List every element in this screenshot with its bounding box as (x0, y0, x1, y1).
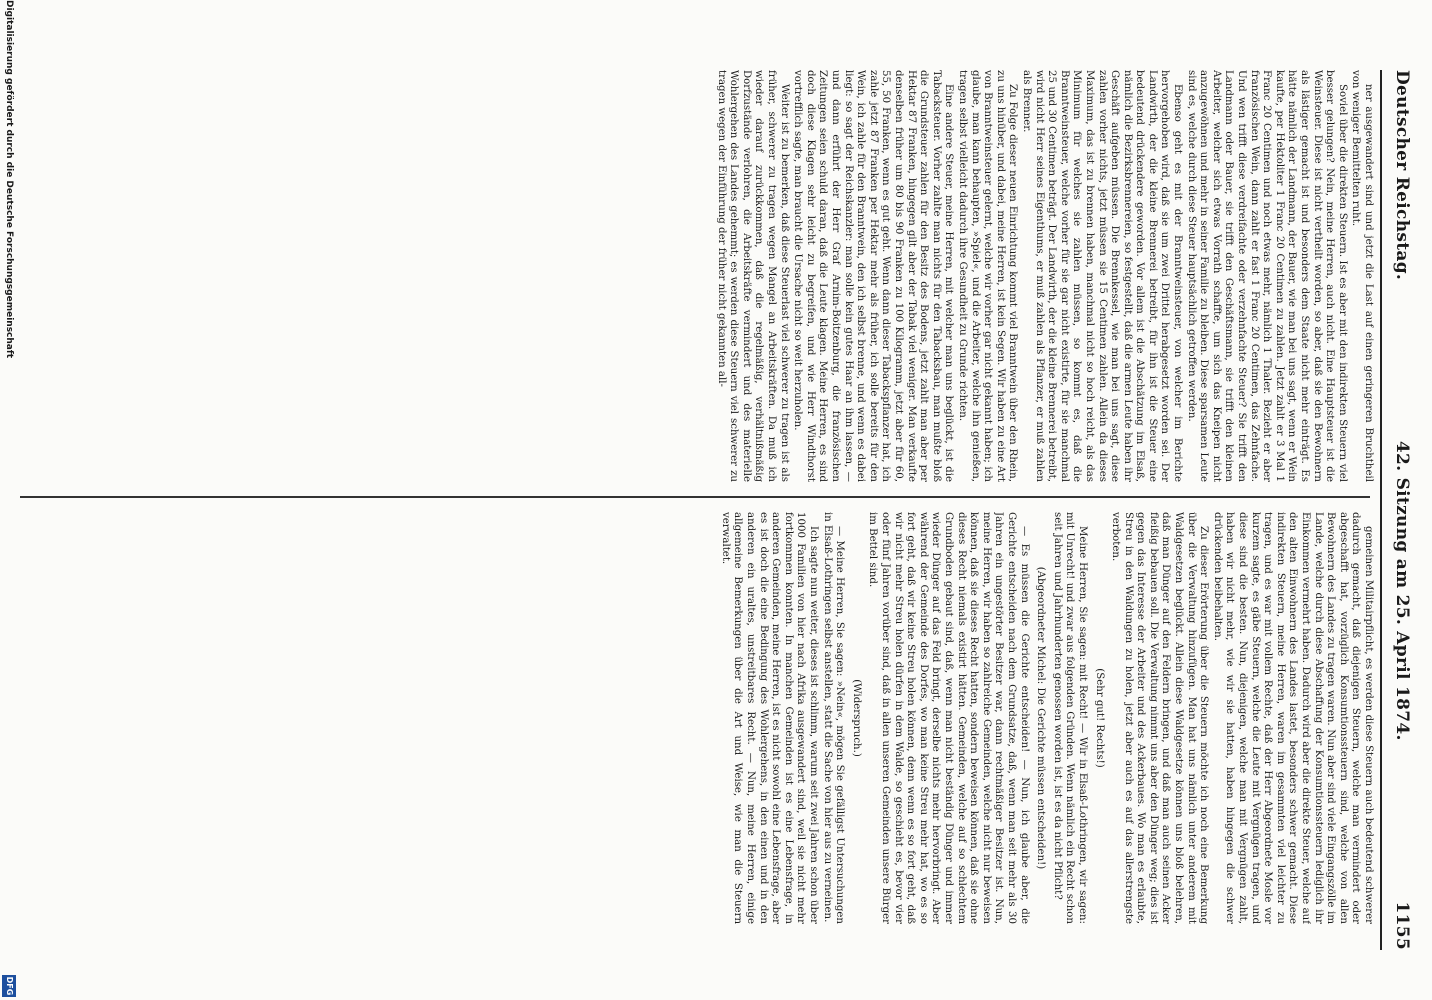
paragraph: — Es müssen die Gerichte entscheiden! — Nun, ich glaube aber, die Gerichte entscheiden nach dem Grundsatze, daß, wenn man seit mehr als 30 Jahren ein ungestörter Besitzer war, dann rechtmäßiger Besitzer ist. Nun, meine Herren, wir haben so zahlreiche Gemeinden, welche nicht nur beweisen können, daß sie dieses Recht hatten, sondern beweisen können, daß sie ohne dieses Recht niemals existirt hätten. Gemeinden, welche auf so schlechtem Grundboden gebaut sind, daß, wenn man nicht beständig Dünger und immer wieder Dünger auf das Feld bringt, derselbe nichts mehr hervorbringt. Aber während der Gemeinde des Dorfes, wo man keine Streu mehr hat, wo es so fort geht, daß wir keine Streu holen können, denn wenn es so fort geht, daß wir nicht mehr Streu holen dürfen in dem Walde, so geschieht es, bevor vier oder fünf Jahren vorüber sind, daß in allen unseren Gemeinden unsere Bürger im Bettel sind. (867, 512, 1030, 924)
paragraph: Meine Herren, Sie sagen: mit Recht! — Wir in Elsaß-Lothringen, wir sagen: mit Unrecht! und zwar aus folgenden Gründen. Wenn nämlich ein Recht schon seit Jahren und Jahrhunderten genossen worden ist, ist es da nicht Pflicht? (1051, 512, 1088, 924)
paragraph: Eine andere Steuer, meine Herren, mit welcher man uns beglückt, ist die Tabacksteuer. Vorher zahlte man nichts für den Tabacksbau, man mußte bloß die Grundsteuer zahlen für den Besitz des Bodens, jetzt zahlt man aber per Hektar 87 Franken, hingegen gilt aber der Tabak viel weniger. Man verkaufte denselben früher um 80 bis 90 Franken zu 100 Kilogramm, jetzt aber für 60, 55, 50 Franken, wenn es gut geht. Wenn dann dieser Tabackspflanzer hat, ich zahle jetzt 87 Franken per Hektar mehr als früher, ich solle bereits für den Wein, ich zahle für den Branntwein, den ich selbst brenne, und wenn es dabei liegt: so sagt der Reichskanzler: man solle kein gutes Haar an ihm lassen, — und dann erführt der Herr Graf Arnim-Boitzenburg, die französischen Zeitungen seien schuld daran, daß die Leute klagen. Meine Herren, es sind doch diese Klagen sehr leicht zu begreifen, und wie Herr Windthorst vortrefflich sagte, man braucht die Ursache nicht so weit herzuholen. (792, 70, 955, 482)
page-header (1380, 70, 1422, 950)
paragraph: Soviel über die direkten Steuern. Ist es aber mit den indirekten Steuern viel besser gelungen? Nein, meine Herren, auch nicht. Eine Hauptsteuer ist die Weinsteuer. Diese ist nicht vertheilt worden, so aber, daß sie den Bewohnern als lästiger gemacht ist und besonders dem Staate nicht mehr einträgt. Es hätte nämlich der Landmann, der Bauer, wie man bei uns sagt, wenn er Wein kaufte, per Hektoliter 1 Franc 20 Centimen zu zahlen. Jetzt zahlt er 3 Mal 1 Franc 20 Centimen und noch etwas mehr, nämlich 1 Thaler. Bezieht er aber französischen Wein, dann zahlt er fast 1 Franc 20 Centimen, das Zehnfache. Und wen trifft diese verdreifachte oder verzehnfachte Steuer? Sie trifft den Landmann oder Bauer, sie trifft den Geschäftsmann, sie trifft den kleinen Arbeiter, welcher sich etwas Vorrath schaffte, um sich das Kneipen nicht anzugewöhnen und mehr in seiner Familie zu bleiben. Diese sparsamen Leute sind es, welche durch diese Steuer hauptsächlich getroffen werden. (1185, 70, 1348, 482)
paragraph: Weiter ist zu bemerken, daß diese Steuerlast viel schwerer zu tragen ist als früher, schwerer zu tragen wegen Mangel an Arbeitskräften. Da muß ich wieder darauf zurückkommen, daß die regelmäßig, verhältnißmäßig Dorfzustände verlohren, die Arbeitskräfte vermindert und des materielle Wohlergehen des Landes gehemmt; es werden diese Steuern viel schwerer zu tragen wegen der Einführung der früher nicht gekannten all- (715, 70, 790, 482)
paragraph: Ich sagte nun weiter, dieses ist schlimm, warum seit zwei Jahren schon über 1000 Familien von hier nach Afrika ausgewandert sind, weil sie nicht mehr fortkommen konnten. In manchen Gemeinden ist es eine Lebensfrage, in anderen Gemeinden, meine Herren, ist es nicht sowohl eine Lebensfrage, aber es ist doch die eine Bedingung des Wohlergehens, in den einen und in den anderen ein uraltes, unstreitbares Recht. — Nun, meine Herren, einige allgemeine Bemerkungen über die Art und Weise, wie man die Steuern verwaltet. (719, 512, 820, 924)
header-session: 42. Sitzung am 25. April 1874. (1392, 440, 1412, 741)
paragraph: Ebenso geht es mit der Branntweinsteuer, von welcher im Berichte hervorgehoben wird, daß sie um zwei Drittel herabgesetzt worden sei. Der Landwirth, der die kleine Brennerei betreibt, für ihn ist die Steuer eine bedeutend drückendere geworden. Vor allem ist die Abschätzung im Elsaß, nämlich die Bezirksbrennereien, so festgestellt, daß die armen Leute haben ihr Geschäft aufgeben müssen. Die Brennkessel, wie man bei uns sagt, diese zahlen vorher nichts, jetzt müssen sie 15 Centimen zahlen. Allein da dieses Maximum, das ist zu brennen haben, manchmal nicht so hoch reicht, als das Minimum für welches sie zahlen müssen, so kommt es, daß die Branntweinsteuer, welche vorher für sie gar nicht existirte, für sie manchmal 25 und 30 Centimen beträgt. Der Landwirth, der die kleine Brennerei betreibt, wird nicht Herr seines Eigenthums, er muß zahlen als Pflanzer, er muß zahlen als Brenner. (1020, 70, 1184, 482)
interjection: (Sehr gut! Rechts!) (1093, 668, 1105, 768)
digitization-footer (0, 0, 14, 1000)
interjection: (Widerspruch.) (850, 679, 862, 757)
interjection: (Abgeordneter Michel: Die Gerichte müssen entscheiden!) (1035, 566, 1047, 870)
funding-note: Digitalisierung gefördert durch die Deutsche Forschungsgemeinschaft (4, 0, 14, 359)
header-page-number: 1155 (1392, 901, 1412, 950)
dfg-logo-icon: DFG (2, 975, 16, 997)
paragraph: Zu dieser Erörterung über die Steuern möchte ich noch eine Bemerkung über die Verwaltung hinzufügen. Man hat uns nämlich unter anderem mit Waldgesetzen beglückt. Allein diese Waldgesetze können uns bloß belehren, daß man Dünger auf den Feldern bringen, und daß man auch seinen Acker fleißig bebauen soll. Die Verwaltung nimmt uns aber den Dünger weg; dies ist gegen das Interesse der Arbeiter und des Ackerbaues. Wo man es erlaubte, Streu in den Waldungen zu holen, jetzt aber auch es auf das allerstrengste verboten. (1110, 512, 1210, 924)
right-column (14, 512, 1374, 924)
paragraph: Zu Folge dieser neuen Einrichtung kommt viel Branntwein über den Rhein, zu uns hinüber, und dabei, meine Herren, ist kein Segen. Wir haben zu eine Art von Branntweinsteuer gelernt, welche wir vorher gar nicht gekannt haben; ich glaube, man kann behaupten, »Spiel«, und die Arbeiter, welche ihn genießen, tragen selbst vielleicht dadurch ihre Gesundheit zu Grunde richten. (957, 70, 1019, 482)
column-divider (20, 496, 1370, 498)
left-column (14, 70, 1374, 482)
paragraph: gemeinen Militairpflicht, es werden diese Steuern auch bedeutend schwerer dadurch gemacht, daß diejenigen Steuern, welche man vermindert oder abgeschafft hat, vorzüglich Konsumtionssteuern sind, welche von allen Bewohnern des Landes zu tragen waren. Nun aber sind viele Eingangszölle im Lande, welche durch diese Abschaffung der Konsumtionssteuern lediglich ihr Einkommen vermehrt haben. Dadurch wird aber die direkte Steuer, welche auf den alten Einwohnern des Landes lastet, besonders schwer gemacht. Diese indirekten Steuern, meine Herren, waren im gesammten viel leichter zu tragen, und es war mit vollem Rechte, daß der Herr Abgeordnete Mosle vor kurzem sagte, es gäbe Steuern, welche die Leute mit Vergnügen tragen, und diese sind die besten. Nun, diejenigen, welche man mit Vergnügen zahlt, haben wir nicht mehr, wie wir sie hatten, haben hingegen die schwer drückenden beibehalten. (1211, 512, 1374, 924)
paragraph: ner ausgewandert sind und jetzt die Last auf einen geringeren Bruchtheil von weniger Bemittelten ruht. (1350, 70, 1374, 482)
paragraph: — Meine Herren, Sie sagen: »Nein«, mögen Sie gefälligst Untersuchungen in Elsaß-Lothringen selbst anstellen, statt die Sache von hier aus zu verneinen. (821, 512, 846, 924)
header-publication: Deutscher Reichstag. (1392, 70, 1412, 281)
